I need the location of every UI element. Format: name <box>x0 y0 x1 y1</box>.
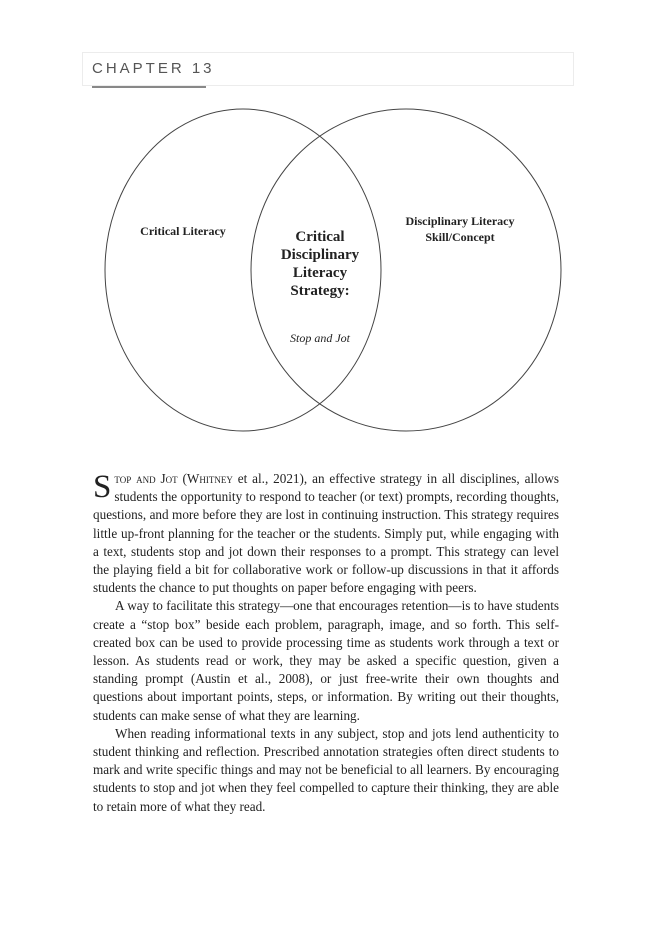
drop-cap: S <box>93 469 112 505</box>
center-title-line3: Literacy <box>292 265 348 281</box>
left-circle-label: Critical Literacy <box>140 224 226 238</box>
center-title-line4: Strategy: <box>290 283 350 299</box>
center-title-line1: Critical <box>295 229 345 245</box>
right-circle-label-line2: Skill/Concept <box>425 230 495 244</box>
citation-author: Whitney <box>186 471 233 486</box>
paragraph-1: Stop and Jot (Whitney et al., 2021), an effective strategy in all disciplines, allows students the opportunity to respond to teacher (or text) prompts, recording thoughts, questions, and more before they are lost in continuing instruction. This strategy requires little up-front planning for the teacher or the students. Simply put, while engaging with a text, students stop and jot down their responses to a prompt. This strategy can level the playing field a bit for collaborative work or follow-up discussions in that it affords students the chance to put thoughts on paper before engaging with peers. <box>93 469 560 596</box>
right-circle-label-line1: Disciplinary Literacy <box>405 214 515 228</box>
paragraph-1-text: et al., 2021), an effective strategy in all disciplines, allows students the opportunity to respond to teacher (or text) prompts, recording thoughts, questions, and more before they are lost in continuing instruction. This strategy requires little up-front planning for the teacher or the students. Simply put, while engaging with a text, students stop and jot down their responses to a prompt. This strategy can level the playing field a bit for collaborative work or follow-up discussions in that it affords students the chance to put thoughts on paper before engaging with peers. <box>93 471 560 596</box>
paragraph-2: A way to facilitate this strategy—one that encourages retention—is to have students create a “stop box” beside each problem, paragraph, image, and so forth. This self-created box can be used to provide processing time as students work through a text or lesson. As students read or work, they may be asked a specific question, given a standing prompt (Austin et al., 2008), or just free-write their own thoughts and questions about important points, steps, or information. By writing out their thoughts, students can make sense of what they are learning. <box>93 598 559 723</box>
body-text <box>93 470 559 816</box>
strategy-name-smallcaps: top and <box>114 471 156 486</box>
center-title-line2: Disciplinary <box>280 247 360 263</box>
venn-diagram <box>0 0 650 460</box>
chapter-heading: CHAPTER 13 <box>92 60 215 77</box>
strategy-name-smallcaps-2: Jot <box>160 471 178 486</box>
center-strategy-name: Stop and Jot <box>290 331 350 345</box>
paragraph-3: When reading informational texts in any subject, stop and jots lend authenticity to student thinking and reflection. Prescribed annotation strategies often direct students to mark and write specific things and may not be beneficial to all learners. By encouraging students to stop and jot when they feel compelled to capture their thinking, they are able to retain more of what they read. <box>93 725 559 814</box>
